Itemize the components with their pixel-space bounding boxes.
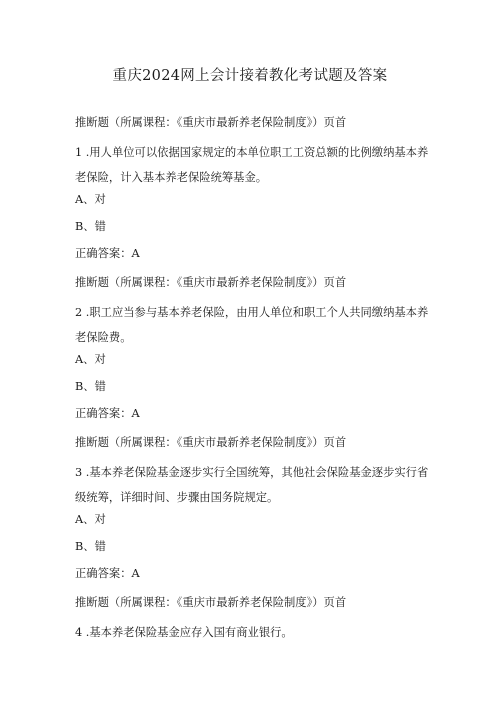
question-block bbox=[75, 115, 430, 262]
correct-answer: 正确答案：A bbox=[75, 567, 140, 580]
option-b: B、错 bbox=[75, 380, 106, 393]
question-header: 推断题（所属课程：《重庆市最新养老保险制度》）页首 bbox=[75, 436, 347, 449]
question-text: 1 .用人单位可以依据国家规定的本单位职工工资总额的比例缴纳基本养老保险，计入基本养老保险统筹基金。 bbox=[75, 146, 429, 184]
question-header: 推断题（所属课程：《重庆市最新养老保险制度》）页首 bbox=[75, 276, 347, 289]
question-list bbox=[75, 115, 430, 647]
question-text: 3 .基本养老保险基金逐步实行全国统筹，其他社会保险基金逐步实行省级统筹，详细时间、步骤由国务院规定。 bbox=[75, 466, 429, 504]
question-block bbox=[75, 595, 430, 645]
correct-answer: 正确答案：A bbox=[75, 247, 140, 260]
question-header: 推断题（所属课程：《重庆市最新养老保险制度》）页首 bbox=[75, 116, 347, 129]
correct-answer: 正确答案：A bbox=[75, 407, 140, 420]
option-b: B、错 bbox=[75, 540, 106, 553]
question-header: 推断题（所属课程：《重庆市最新养老保险制度》）页首 bbox=[75, 596, 347, 609]
question-text: 4 .基本养老保险基金应存入国有商业银行。 bbox=[75, 626, 293, 639]
option-a: A、对 bbox=[75, 353, 106, 366]
document-title: 重庆2024网上会计接着教化考试题及答案 bbox=[112, 68, 388, 84]
option-b: B、错 bbox=[75, 220, 106, 233]
question-block bbox=[75, 275, 430, 422]
question-block bbox=[75, 435, 430, 582]
question-text: 2 .职工应当参与基本养老保险，由用人单位和职工个人共同缴纳基本养老保险费。 bbox=[75, 306, 429, 344]
option-a: A、对 bbox=[75, 193, 106, 206]
option-a: A、对 bbox=[75, 513, 106, 526]
